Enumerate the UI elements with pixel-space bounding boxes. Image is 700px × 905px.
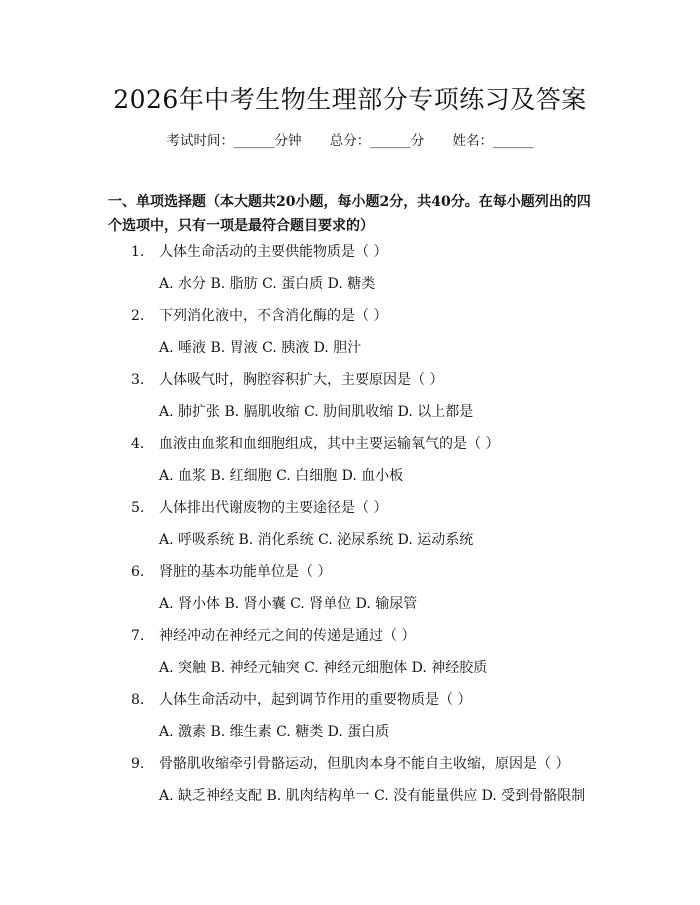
question-options: A. 水分 B. 脂肪 C. 蛋白质 D. 糖类 <box>159 276 376 292</box>
question-item <box>131 305 611 369</box>
question-item <box>131 497 611 561</box>
question-number: 8. <box>131 692 145 708</box>
question-options: A. 肺扩张 B. 膈肌收缩 C. 肋间肌收缩 D. 以上都是 <box>159 404 474 420</box>
student-name-field: 姓名：______ <box>452 133 534 149</box>
question-options: A. 缺乏神经支配 B. 肌肉结构单一 C. 没有能量供应 D. 受到骨骼限制 <box>159 788 586 804</box>
question-item <box>131 561 611 625</box>
question-stem: 肾脏的基本功能单位是（ ） <box>159 564 332 580</box>
question-options: A. 肾小体 B. 肾小囊 C. 肾单位 D. 输尿管 <box>159 596 418 612</box>
question-options: A. 唾液 B. 胃液 C. 胰液 D. 胆汁 <box>159 340 362 356</box>
question-item <box>131 241 611 305</box>
question-number: 1. <box>131 244 145 260</box>
question-stem: 人体生命活动的主要供能物质是（ ） <box>159 244 388 260</box>
question-stem: 人体排出代谢废物的主要途径是（ ） <box>159 500 388 516</box>
question-number: 9. <box>131 756 145 772</box>
section-heading: 一、单项选择题（本大题共20小题，每小题2分，共40分。在每小题列出的四个选项中，只有一项是最符合题目要求的） <box>108 194 591 234</box>
question-number: 4. <box>131 436 145 452</box>
question-number: 5. <box>131 500 145 516</box>
document-title: 2026年中考生物生理部分专项练习及答案 <box>113 85 587 114</box>
total-score-field: 总分：______分 <box>329 133 425 149</box>
question-stem: 人体生命活动中，起到调节作用的重要物质是（ ） <box>159 692 472 708</box>
question-stem: 骨骼肌收缩牵引骨骼运动，但肌肉本身不能自主收缩，原因是（ ） <box>159 756 570 772</box>
question-item <box>131 369 611 433</box>
question-item <box>131 753 611 817</box>
question-number: 6. <box>131 564 145 580</box>
question-number: 3. <box>131 372 145 388</box>
question-list <box>131 241 611 817</box>
question-item <box>131 625 611 689</box>
question-options: A. 突触 B. 神经元轴突 C. 神经元细胞体 D. 神经胶质 <box>159 660 488 676</box>
question-item <box>131 433 611 497</box>
question-stem: 血液由血浆和血细胞组成，其中主要运输氧气的是（ ） <box>159 436 500 452</box>
question-item <box>131 689 611 753</box>
question-options: A. 激素 B. 维生素 C. 糖类 D. 蛋白质 <box>159 724 390 740</box>
question-options: A. 呼吸系统 B. 消化系统 C. 泌尿系统 D. 运动系统 <box>159 532 474 548</box>
question-number: 7. <box>131 628 145 644</box>
exam-info-row <box>0 131 700 151</box>
question-options: A. 血浆 B. 红细胞 C. 白细胞 D. 血小板 <box>159 468 404 484</box>
exam-time-field: 考试时间：______分钟 <box>166 133 302 149</box>
question-stem: 下列消化液中，不含消化酶的是（ ） <box>159 308 388 324</box>
question-number: 2. <box>131 308 145 324</box>
question-stem: 人体吸气时，胸腔容积扩大，主要原因是（ ） <box>159 372 444 388</box>
question-stem: 神经冲动在神经元之间的传递是通过（ ） <box>159 628 416 644</box>
